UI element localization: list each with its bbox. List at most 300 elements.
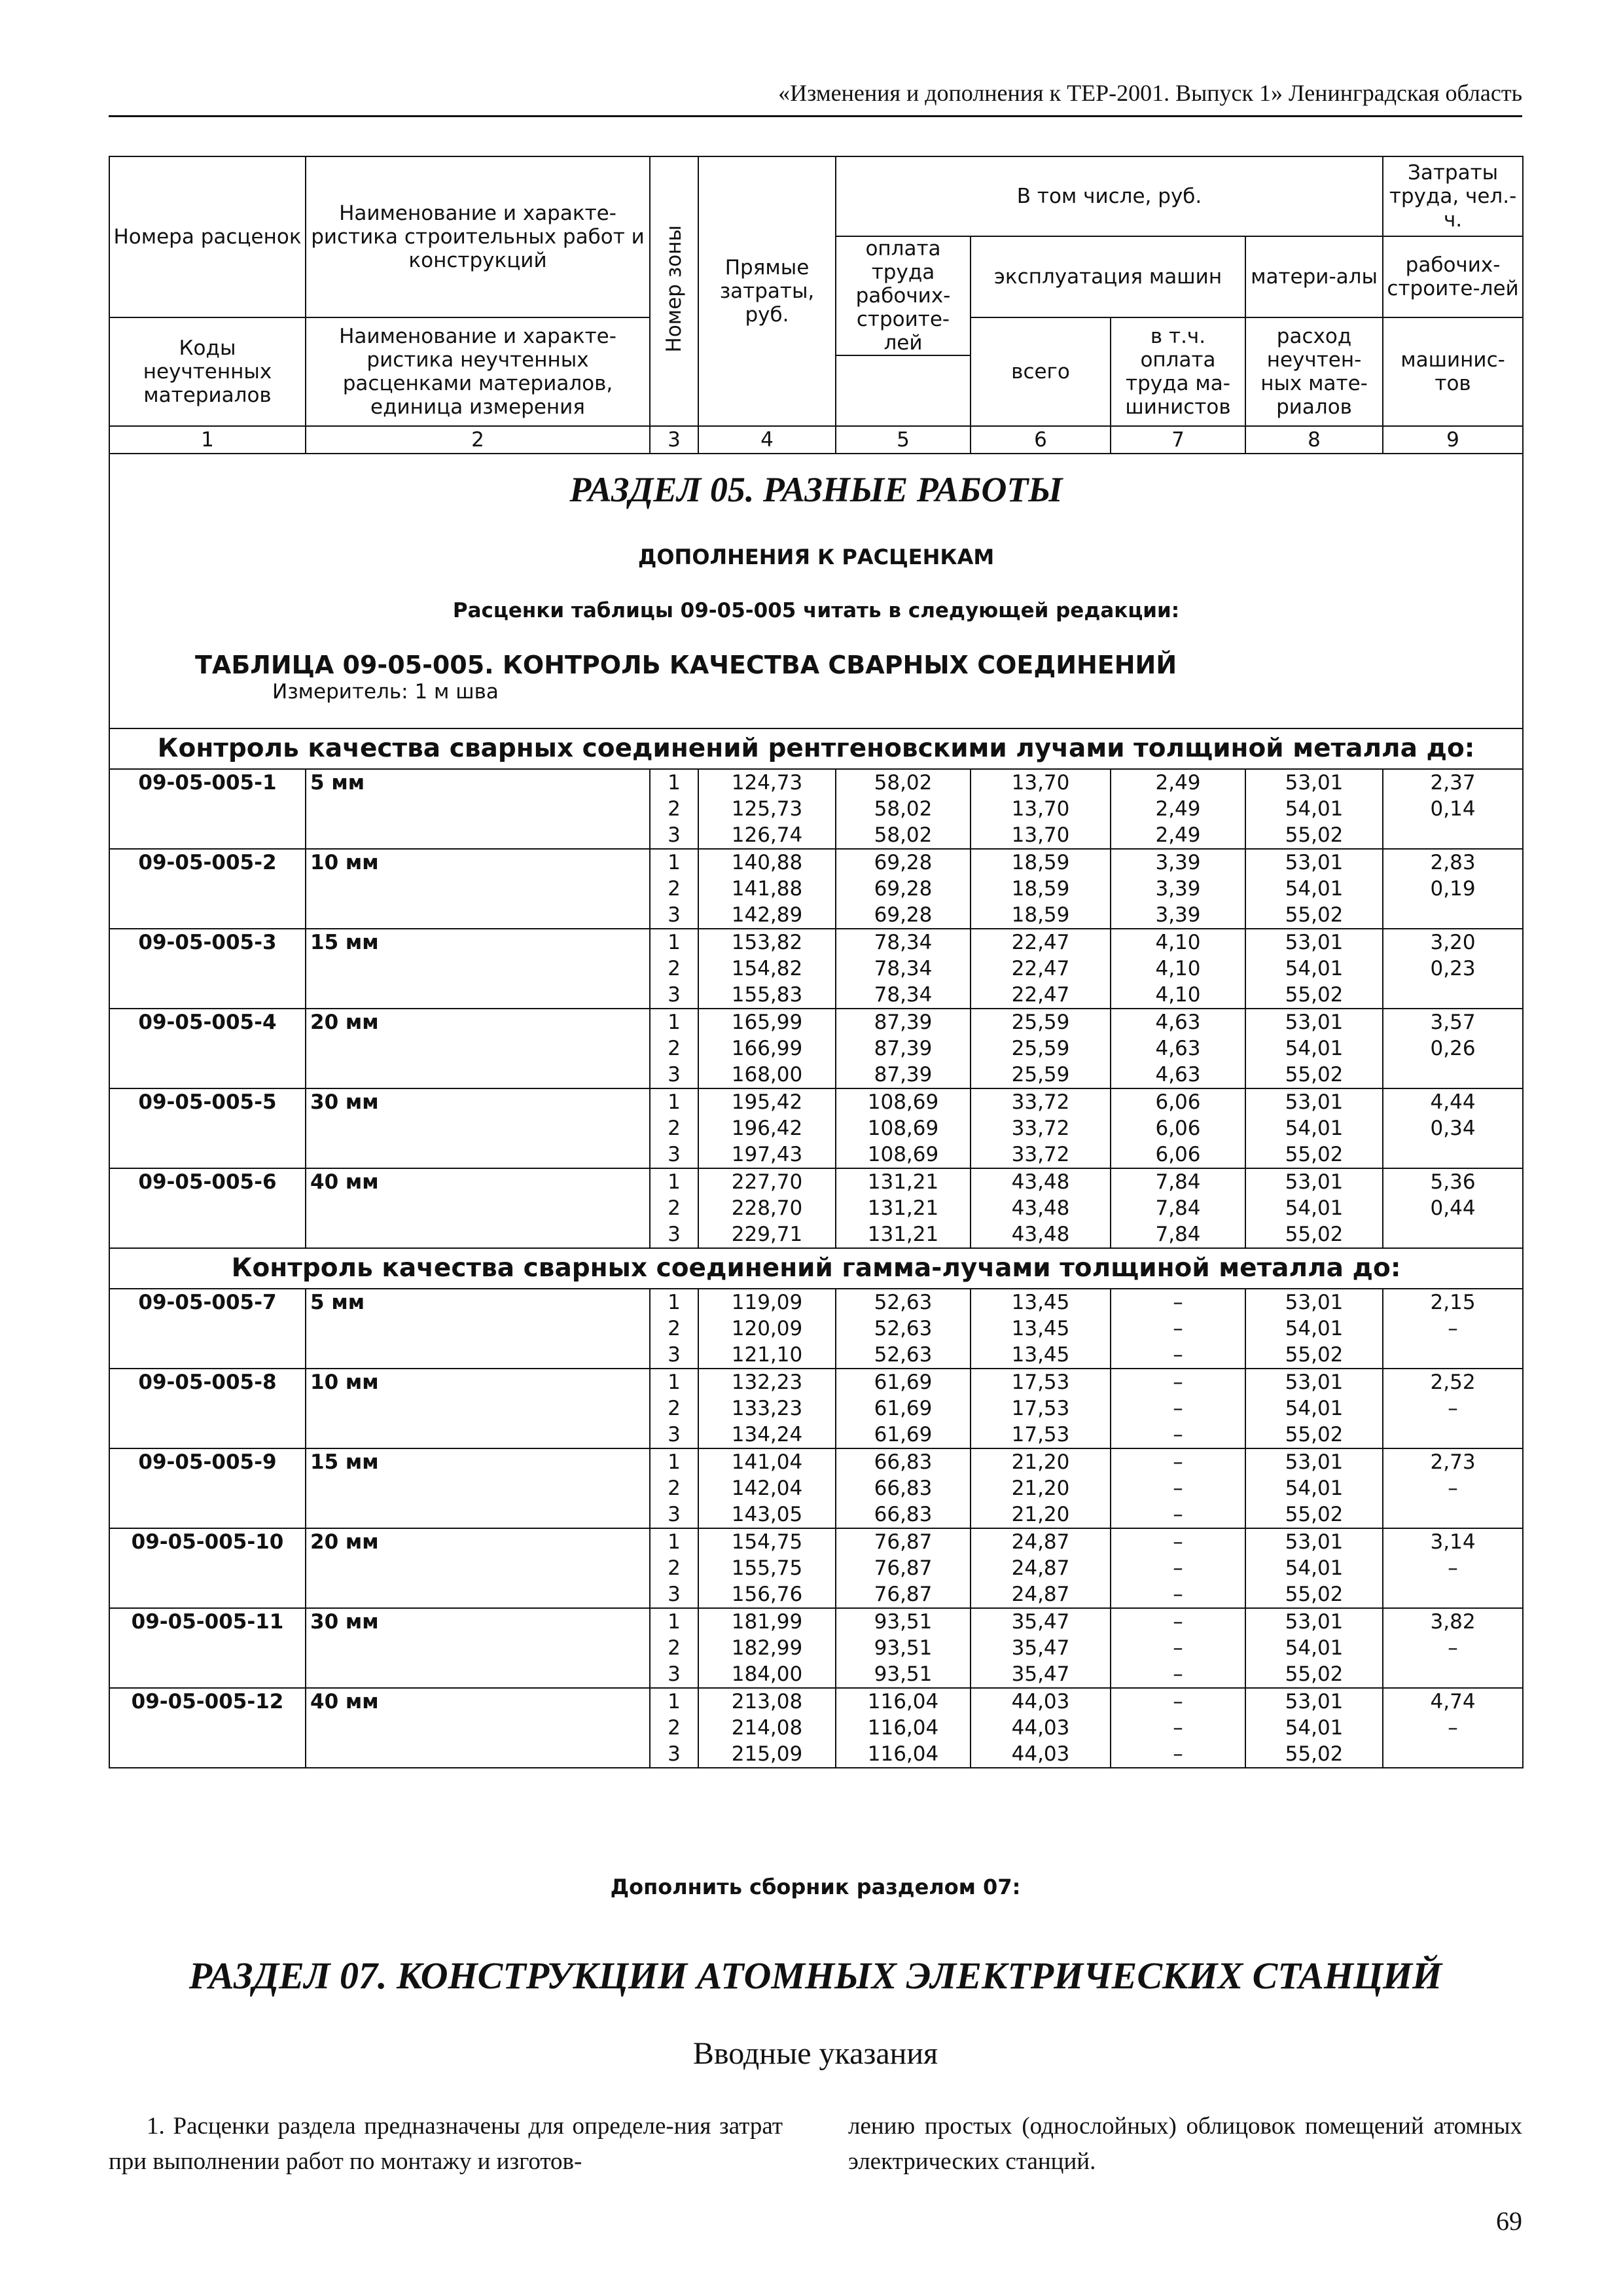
cell-materials: 54,01 [1245, 1195, 1383, 1221]
cell-labor-pay: 52,63 [836, 1289, 971, 1316]
cell-zone: 1 [650, 1369, 698, 1395]
cell-direct-cost: 168,00 [698, 1062, 836, 1088]
table-body [109, 728, 1523, 769]
cell-direct-cost: 153,82 [698, 929, 836, 956]
table-title: ТАБЛИЦА 09-05-005. КОНТРОЛЬ КАЧЕСТВА СВАРНЫХ СОЕДИНЕНИЙ [195, 651, 1177, 679]
cell-zone: 1 [650, 1088, 698, 1115]
rate-code [109, 1395, 306, 1422]
section07-title: РАЗДЕЛ 07. КОНСТРУКЦИИ АТОМНЫХ ЭЛЕКТРИЧЕСКИХ СТАНЦИЙ [188, 1954, 1442, 1997]
cell-machinist-pay: 4,10 [1111, 956, 1245, 982]
cell-zone: 1 [650, 929, 698, 956]
cell-labor-workers [1383, 1581, 1523, 1608]
cell-labor-pay: 52,63 [836, 1342, 971, 1369]
rate-code [109, 1555, 306, 1581]
cell-labor-pay: 76,87 [836, 1528, 971, 1555]
cell-materials: 54,01 [1245, 1395, 1383, 1422]
rate-code [109, 822, 306, 849]
rate-item [109, 1448, 1523, 1528]
rate-name [306, 1635, 650, 1661]
table-row [109, 1581, 1523, 1608]
cell-zone: 1 [650, 849, 698, 876]
rate-item [109, 769, 1523, 849]
cell-labor-pay: 58,02 [836, 769, 971, 796]
cell-materials: 54,01 [1245, 796, 1383, 822]
rate-item [109, 1528, 1523, 1608]
cell-labor-pay: 116,04 [836, 1715, 971, 1741]
cell-direct-cost: 228,70 [698, 1195, 836, 1221]
rate-code [109, 1581, 306, 1608]
rate-name [306, 796, 650, 822]
rate-name: 10 мм [306, 1369, 650, 1395]
cell-materials: 54,01 [1245, 1715, 1383, 1741]
rate-name [306, 1661, 650, 1688]
cell-direct-cost: 181,99 [698, 1608, 836, 1635]
cell-direct-cost: 132,23 [698, 1369, 836, 1395]
cell-labor-workers: 0,14 [1383, 796, 1523, 822]
group-title: Контроль качества сварных соединений гамма-лучами толщиной металла до: [109, 1248, 1523, 1289]
rate-name: 40 мм [306, 1168, 650, 1195]
cell-labor-workers [1383, 1422, 1523, 1448]
rate-code [109, 1316, 306, 1342]
cell-direct-cost: 121,10 [698, 1342, 836, 1369]
rate-code [109, 1035, 306, 1062]
cell-machinist-pay: 4,63 [1111, 1009, 1245, 1035]
cell-labor-workers [1383, 982, 1523, 1009]
cell-machinist-pay: 7,84 [1111, 1168, 1245, 1195]
cell-materials: 53,01 [1245, 929, 1383, 956]
cell-zone: 1 [650, 1528, 698, 1555]
col-mashinistov: машинис-тов [1383, 317, 1523, 426]
cell-labor-workers: 3,57 [1383, 1009, 1523, 1035]
cell-machine-total: 18,59 [971, 849, 1111, 876]
cell-labor-workers: 4,74 [1383, 1688, 1523, 1715]
table-row [109, 1141, 1523, 1168]
cell-materials: 54,01 [1245, 1115, 1383, 1141]
cell-zone: 2 [650, 1475, 698, 1501]
cell-direct-cost: 184,00 [698, 1661, 836, 1688]
table-row [109, 1035, 1523, 1062]
rate-name [306, 1741, 650, 1768]
rate-code [109, 1221, 306, 1248]
cell-zone: 1 [650, 769, 698, 796]
col-number: 9 [1383, 426, 1523, 454]
rate-code [109, 1501, 306, 1528]
cell-machine-total: 25,59 [971, 1009, 1111, 1035]
cell-machine-total: 21,20 [971, 1448, 1111, 1475]
cell-labor-workers [1383, 822, 1523, 849]
cell-zone: 3 [650, 1062, 698, 1088]
cell-direct-cost: 154,75 [698, 1528, 836, 1555]
cell-machine-total: 25,59 [971, 1035, 1111, 1062]
table-row [109, 982, 1523, 1009]
cell-labor-workers: 3,20 [1383, 929, 1523, 956]
cell-zone: 1 [650, 1168, 698, 1195]
col-nomera: Номера расценок [109, 156, 306, 317]
rate-name: 30 мм [306, 1088, 650, 1115]
table-row [109, 1528, 1523, 1555]
col-ekspl: эксплуатация машин [971, 236, 1245, 317]
cell-labor-pay: 66,83 [836, 1475, 971, 1501]
col-number: 2 [306, 426, 650, 454]
rate-name: 5 мм [306, 769, 650, 796]
rate-code [109, 902, 306, 929]
cell-labor-pay: 78,34 [836, 982, 971, 1009]
cell-materials: 53,01 [1245, 1528, 1383, 1555]
cell-materials: 55,02 [1245, 1581, 1383, 1608]
cell-zone: 3 [650, 1581, 698, 1608]
rate-code: 09-05-005-2 [109, 849, 306, 876]
cell-labor-workers: 0,26 [1383, 1035, 1523, 1062]
cell-machine-total: 13,70 [971, 822, 1111, 849]
table-row [109, 1422, 1523, 1448]
cell-zone: 3 [650, 902, 698, 929]
cell-materials: 55,02 [1245, 1422, 1383, 1448]
rate-name [306, 1555, 650, 1581]
cell-machine-total: 44,03 [971, 1741, 1111, 1768]
rate-name [306, 1342, 650, 1369]
cell-labor-workers: 0,34 [1383, 1115, 1523, 1141]
rate-code [109, 1342, 306, 1369]
col-number: 5 [836, 426, 971, 454]
cell-machine-total: 22,47 [971, 956, 1111, 982]
cell-labor-workers: – [1383, 1635, 1523, 1661]
cell-materials: 54,01 [1245, 1555, 1383, 1581]
cell-labor-pay: 58,02 [836, 796, 971, 822]
rate-code: 09-05-005-5 [109, 1088, 306, 1115]
cell-labor-workers: 2,37 [1383, 769, 1523, 796]
cell-direct-cost: 141,88 [698, 876, 836, 902]
cell-zone: 2 [650, 1195, 698, 1221]
rate-code [109, 1715, 306, 1741]
cell-labor-pay: 78,34 [836, 956, 971, 982]
cell-materials: 54,01 [1245, 956, 1383, 982]
table-row [109, 1088, 1523, 1115]
rate-code [109, 1635, 306, 1661]
col-zona-label: Номер зоны [662, 225, 686, 353]
cell-machinist-pay: 3,39 [1111, 902, 1245, 929]
col-rashod: расход неучтен-ных мате-риалов [1245, 317, 1383, 426]
cell-zone: 2 [650, 1115, 698, 1141]
cell-machinist-pay: 6,06 [1111, 1141, 1245, 1168]
table-row [109, 1195, 1523, 1221]
cell-machine-total: 33,72 [971, 1141, 1111, 1168]
cell-machinist-pay: 4,10 [1111, 929, 1245, 956]
table-header [109, 156, 1523, 728]
cell-machine-total: 43,48 [971, 1195, 1111, 1221]
col-oplata: оплата труда рабочих-строите-лей [836, 236, 971, 355]
cell-machinist-pay: – [1111, 1369, 1245, 1395]
cell-machine-total: 13,45 [971, 1316, 1111, 1342]
cell-machinist-pay: 7,84 [1111, 1195, 1245, 1221]
cell-materials: 55,02 [1245, 1661, 1383, 1688]
table-row [109, 1342, 1523, 1369]
table-row [109, 769, 1523, 796]
table-row [109, 902, 1523, 929]
cell-labor-pay: 61,69 [836, 1422, 971, 1448]
cell-labor-workers: 3,82 [1383, 1608, 1523, 1635]
cell-machine-total: 18,59 [971, 876, 1111, 902]
cell-machine-total: 24,87 [971, 1528, 1111, 1555]
cell-materials: 55,02 [1245, 1141, 1383, 1168]
cell-labor-workers: 2,83 [1383, 849, 1523, 876]
cell-labor-pay: 93,51 [836, 1608, 971, 1635]
table-row [109, 1475, 1523, 1501]
cell-materials: 54,01 [1245, 876, 1383, 902]
cell-materials: 55,02 [1245, 1062, 1383, 1088]
cell-zone: 3 [650, 1501, 698, 1528]
cell-machinist-pay: 7,84 [1111, 1221, 1245, 1248]
rate-name: 10 мм [306, 849, 650, 876]
col-vtch: в т.ч. оплата труда ма-шинистов [1111, 317, 1245, 426]
cell-direct-cost: 195,42 [698, 1088, 836, 1115]
cell-labor-workers: 2,73 [1383, 1448, 1523, 1475]
cell-machinist-pay: – [1111, 1528, 1245, 1555]
cell-labor-workers [1383, 902, 1523, 929]
cell-direct-cost: 196,42 [698, 1115, 836, 1141]
cell-machine-total: 21,20 [971, 1501, 1111, 1528]
rate-name [306, 1221, 650, 1248]
cell-direct-cost: 227,70 [698, 1168, 836, 1195]
cell-direct-cost: 119,09 [698, 1289, 836, 1316]
cell-labor-pay: 66,83 [836, 1448, 971, 1475]
cell-labor-pay: 69,28 [836, 902, 971, 929]
rate-code: 09-05-005-4 [109, 1009, 306, 1035]
rate-code [109, 1062, 306, 1088]
table-row [109, 1115, 1523, 1141]
cell-direct-cost: 133,23 [698, 1395, 836, 1422]
cell-direct-cost: 142,89 [698, 902, 836, 929]
rate-name [306, 1195, 650, 1221]
cell-zone: 3 [650, 1141, 698, 1168]
cell-zone: 2 [650, 1555, 698, 1581]
cell-machine-total: 22,47 [971, 929, 1111, 956]
cell-labor-pay: 131,21 [836, 1168, 971, 1195]
cell-materials: 55,02 [1245, 1741, 1383, 1768]
col-naim: Наименование и характе-ристика строительных работ и конструкций [306, 156, 650, 317]
cell-zone: 2 [650, 1715, 698, 1741]
cell-machinist-pay: – [1111, 1661, 1245, 1688]
rate-name [306, 956, 650, 982]
cell-labor-pay: 131,21 [836, 1195, 971, 1221]
cell-machine-total: 21,20 [971, 1475, 1111, 1501]
table-row [109, 1289, 1523, 1316]
cell-direct-cost: 166,99 [698, 1035, 836, 1062]
cell-zone: 2 [650, 876, 698, 902]
cell-machinist-pay: – [1111, 1741, 1245, 1768]
cell-machine-total: 18,59 [971, 902, 1111, 929]
cell-materials: 53,01 [1245, 1688, 1383, 1715]
rate-item [109, 1088, 1523, 1168]
table-row [109, 1555, 1523, 1581]
cell-labor-pay: 116,04 [836, 1688, 971, 1715]
table-row [109, 1448, 1523, 1475]
rate-code [109, 1741, 306, 1768]
cell-materials: 55,02 [1245, 1501, 1383, 1528]
cell-zone: 1 [650, 1009, 698, 1035]
table-row [109, 1009, 1523, 1035]
cell-labor-pay: 87,39 [836, 1035, 971, 1062]
cell-zone: 2 [650, 1395, 698, 1422]
cell-machine-total: 17,53 [971, 1395, 1111, 1422]
col-v-tom-chisle: В том числе, руб. [836, 156, 1383, 236]
cell-labor-workers: 3,14 [1383, 1528, 1523, 1555]
cell-labor-workers: – [1383, 1395, 1523, 1422]
cell-zone: 2 [650, 1316, 698, 1342]
cell-labor-workers: 0,19 [1383, 876, 1523, 902]
cell-zone: 3 [650, 1221, 698, 1248]
rate-name [306, 822, 650, 849]
cell-machinist-pay: 2,49 [1111, 822, 1245, 849]
rate-item [109, 929, 1523, 1009]
cell-labor-pay: 116,04 [836, 1741, 971, 1768]
cell-direct-cost: 155,83 [698, 982, 836, 1009]
col-number: 6 [971, 426, 1111, 454]
cell-direct-cost: 215,09 [698, 1741, 836, 1768]
col-number: 1 [109, 426, 306, 454]
cell-machine-total: 43,48 [971, 1168, 1111, 1195]
cell-machinist-pay: – [1111, 1289, 1245, 1316]
cell-machine-total: 25,59 [971, 1062, 1111, 1088]
table-body [109, 1248, 1523, 1289]
col-vsego: всего [971, 317, 1111, 426]
cell-machine-total: 22,47 [971, 982, 1111, 1009]
table-row [109, 1221, 1523, 1248]
cell-materials: 54,01 [1245, 1035, 1383, 1062]
cell-zone: 1 [650, 1448, 698, 1475]
rate-code [109, 1195, 306, 1221]
rate-code [109, 956, 306, 982]
cell-labor-workers: 5,36 [1383, 1168, 1523, 1195]
col-naim-neuchten: Наименование и характе-ристика неучтенных расценками материалов, единица измерения [306, 317, 650, 426]
rate-name: 20 мм [306, 1009, 650, 1035]
cell-direct-cost: 197,43 [698, 1141, 836, 1168]
table-row [109, 929, 1523, 956]
cell-machine-total: 44,03 [971, 1688, 1111, 1715]
rate-name: 15 мм [306, 1448, 650, 1475]
cell-labor-pay: 61,69 [836, 1395, 971, 1422]
rate-name: 30 мм [306, 1608, 650, 1635]
rate-code [109, 982, 306, 1009]
cell-direct-cost: 155,75 [698, 1555, 836, 1581]
cell-labor-pay: 66,83 [836, 1501, 971, 1528]
cell-labor-pay: 131,21 [836, 1221, 971, 1248]
cell-machinist-pay: – [1111, 1316, 1245, 1342]
cell-labor-workers: 2,52 [1383, 1369, 1523, 1395]
cell-machine-total: 44,03 [971, 1715, 1111, 1741]
cell-direct-cost: 229,71 [698, 1221, 836, 1248]
rate-name: 20 мм [306, 1528, 650, 1555]
cell-zone: 2 [650, 1035, 698, 1062]
cell-machine-total: 13,70 [971, 796, 1111, 822]
table-row [109, 1635, 1523, 1661]
cell-machinist-pay: – [1111, 1555, 1245, 1581]
table-row [109, 1608, 1523, 1635]
text-column-left: 1. Расценки раздела предназначены для определе-ния затрат при выполнении работ по монтажу и изготов- [109, 2113, 783, 2175]
rate-code: 09-05-005-8 [109, 1369, 306, 1395]
cell-labor-pay: 69,28 [836, 849, 971, 876]
cell-machinist-pay: – [1111, 1395, 1245, 1422]
table-row [109, 956, 1523, 982]
cell-labor-pay: 76,87 [836, 1581, 971, 1608]
cell-machine-total: 35,47 [971, 1608, 1111, 1635]
text-column-right: лению простых (однослойных) облицовок помещений атомных электрических станций. [848, 2113, 1522, 2175]
cell-direct-cost: 142,04 [698, 1475, 836, 1501]
table-row [109, 822, 1523, 849]
cell-labor-workers [1383, 1661, 1523, 1688]
rate-code [109, 1141, 306, 1168]
cell-materials: 54,01 [1245, 1316, 1383, 1342]
rate-code: 09-05-005-7 [109, 1289, 306, 1316]
dopolnit-note: Дополнить сборник разделом 07: [610, 1874, 1021, 1899]
cell-machine-total: 33,72 [971, 1115, 1111, 1141]
cell-materials: 53,01 [1245, 1369, 1383, 1395]
cell-labor-pay: 93,51 [836, 1661, 971, 1688]
rate-code [109, 796, 306, 822]
section-intro [109, 454, 1523, 728]
price-table [109, 156, 1524, 1768]
rate-code [109, 1661, 306, 1688]
cell-machinist-pay: 4,10 [1111, 982, 1245, 1009]
table-row [109, 849, 1523, 876]
cell-machinist-pay: – [1111, 1688, 1245, 1715]
cell-direct-cost: 134,24 [698, 1422, 836, 1448]
rate-code: 09-05-005-6 [109, 1168, 306, 1195]
cell-labor-workers: – [1383, 1475, 1523, 1501]
rate-item [109, 1168, 1523, 1248]
cell-labor-workers [1383, 1062, 1523, 1088]
cell-machine-total: 13,45 [971, 1289, 1111, 1316]
table-row [109, 1741, 1523, 1768]
cell-direct-cost: 126,74 [698, 822, 836, 849]
cell-zone: 2 [650, 956, 698, 982]
cell-labor-pay: 58,02 [836, 822, 971, 849]
cell-zone: 3 [650, 1342, 698, 1369]
cell-machine-total: 35,47 [971, 1635, 1111, 1661]
rate-code: 09-05-005-12 [109, 1688, 306, 1715]
rate-item [109, 1369, 1523, 1448]
cell-machinist-pay: 3,39 [1111, 849, 1245, 876]
col-number: 4 [698, 426, 836, 454]
cell-materials: 53,01 [1245, 1088, 1383, 1115]
rate-name: 5 мм [306, 1289, 650, 1316]
cell-labor-pay: 61,69 [836, 1369, 971, 1395]
col-kody: Коды неучтенных материалов [109, 317, 306, 426]
col-number: 3 [650, 426, 698, 454]
cell-materials: 53,01 [1245, 1608, 1383, 1635]
cell-machinist-pay: – [1111, 1475, 1245, 1501]
cell-direct-cost: 154,82 [698, 956, 836, 982]
table-row [109, 1501, 1523, 1528]
cell-machine-total: 13,70 [971, 769, 1111, 796]
dopolneniya-heading: ДОПОЛНЕНИЯ К РАСЦЕНКАМ [637, 545, 995, 569]
cell-zone: 2 [650, 1635, 698, 1661]
rate-name: 40 мм [306, 1688, 650, 1715]
cell-machinist-pay: – [1111, 1635, 1245, 1661]
cell-direct-cost: 143,05 [698, 1501, 836, 1528]
cell-zone: 3 [650, 1741, 698, 1768]
cell-zone: 1 [650, 1289, 698, 1316]
cell-machinist-pay: – [1111, 1501, 1245, 1528]
cell-machine-total: 17,53 [971, 1369, 1111, 1395]
cell-labor-pay: 87,39 [836, 1009, 971, 1035]
cell-direct-cost: 182,99 [698, 1635, 836, 1661]
rate-code [109, 876, 306, 902]
cell-machine-total: 24,87 [971, 1555, 1111, 1581]
cell-materials: 55,02 [1245, 902, 1383, 929]
cell-materials: 53,01 [1245, 1448, 1383, 1475]
cell-labor-workers: 4,44 [1383, 1088, 1523, 1115]
cell-zone: 1 [650, 1608, 698, 1635]
